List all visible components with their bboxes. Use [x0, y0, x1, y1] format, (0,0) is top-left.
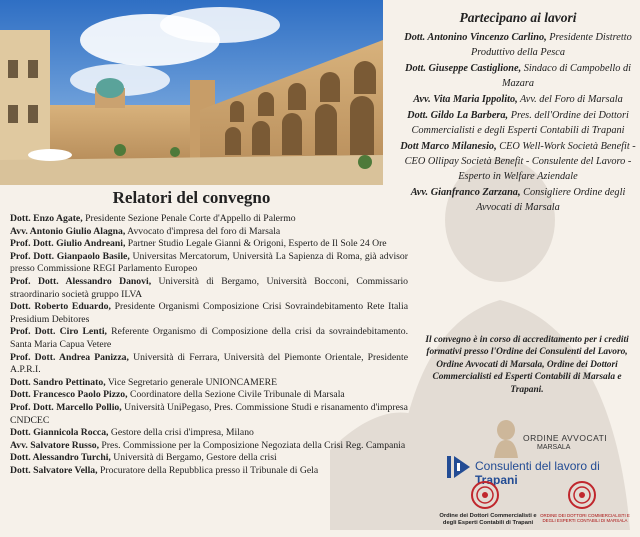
speaker-item — [10, 389, 408, 402]
participant-role: Presidente Distretto Produttivo della Pesca — [471, 32, 632, 58]
speaker-item — [10, 226, 408, 239]
speaker-name: Prof. Dott. Andrea Panizza, — [10, 351, 129, 363]
speaker-role: Università di Bergamo, Gestore della crisi — [110, 452, 277, 464]
speaker-item — [10, 402, 408, 427]
speaker-role: Procuratore della Repubblica presso il Tribunale di Gela — [97, 464, 319, 476]
speaker-item — [10, 301, 408, 326]
speaker-item — [10, 251, 408, 276]
participant-item — [400, 61, 636, 91]
participant-name: Dott Marco Milanesio, — [400, 141, 497, 152]
seal2-caption: ORDINE DEI DOTTORI COMMERCIALISTI E DEGLI ESPERTI CONTABILI DI MARSALA — [540, 513, 630, 524]
participant-item — [400, 185, 636, 215]
commercialisti-marsala-seal-icon — [567, 480, 597, 510]
speaker-name: Avv. Antonio Giulio Alagna, — [10, 225, 126, 237]
participant-role: Pres. dell'Ordine dei Dottori Commercialisti e degli Esperti Contabili di Trapani — [411, 110, 629, 136]
speaker-role: Partner Studio Legale Gianni & Origoni, Esperto de Il Sole 24 Ore — [125, 238, 387, 250]
speaker-name: Dott. Salvatore Vella, — [10, 464, 98, 476]
speaker-role: Presidente Sezione Penale Corte d'Appello di Palermo — [82, 213, 296, 224]
participant-role: CEO Well-Work Società Benefit - CEO Ollipay Società Benefit - Consulente del Lavoro - Esperto in Welfare Aziendale — [404, 141, 636, 182]
participant-item — [400, 108, 636, 138]
commercialisti-trapani-seal-icon — [470, 480, 500, 510]
participant-item — [400, 92, 636, 107]
speaker-name: Prof. Dott. Gianpaolo Basile, — [10, 250, 130, 262]
speaker-role: Università di Bergamo, Università Bocconi, Commissario straordinario società gruppo ILVA — [10, 275, 409, 300]
speaker-role: Vice Segretario generale UNIONCAMERE — [105, 376, 278, 388]
consulenti-lavoro-label: Consulenti del lavoro di Trapani — [475, 459, 600, 487]
speaker-name: Avv. Salvatore Russo, — [10, 439, 99, 451]
speaker-item — [10, 440, 408, 453]
participant-role: Consigliere Ordine degli Avvocati di Marsala — [476, 187, 626, 213]
speakers-list — [10, 213, 408, 477]
participant-name: Dott. Gildo La Barbera, — [407, 110, 509, 121]
seal1-caption: Ordine dei Dottori Commercialisti e degli Esperti Contabili di Trapani — [439, 513, 537, 526]
participant-name: Avv. Vita Maria Ippolito, — [413, 94, 518, 105]
speaker-item — [10, 213, 408, 226]
speaker-name: Dott. Sandro Pettinato, — [10, 376, 106, 388]
participant-item — [400, 30, 636, 60]
speaker-role: Universitas Mercatorum, Università La Sapienza di Roma, già advisor presso Commissione REGI Parlamento Europeo — [10, 250, 408, 275]
speaker-name: Prof. Dott. Alessandro Danovi, — [10, 275, 152, 287]
avvocati-name: ORDINE AVVOCATI — [523, 433, 608, 443]
speaker-name: Prof. Dott. Marcello Pollio, — [10, 401, 122, 413]
speaker-item — [10, 326, 408, 351]
participant-role: Sindaco di Campobello di Mazara — [501, 63, 631, 89]
speaker-name: Dott. Enzo Agate, — [10, 213, 83, 224]
speaker-name: Dott. Francesco Paolo Pizzo, — [10, 389, 128, 401]
speaker-name: Dott. Alessandro Turchi, — [10, 452, 111, 464]
participant-name: Avv. Gianfranco Zarzana, — [410, 187, 521, 198]
participants-section — [400, 10, 636, 216]
speaker-role: Università di Ferrara, Università del Piemonte Orientale, Presidente A.P.R.I. — [10, 351, 408, 376]
speaker-item — [10, 352, 408, 377]
speaker-role: Referente Organismo di Composizione della crisi da sovraindebitamento. Santa Maria Capua Vetere — [10, 326, 408, 350]
avvocati-city: MARSALA — [537, 444, 571, 451]
participants-title: Partecipano ai lavori — [459, 10, 577, 25]
speaker-item — [10, 427, 408, 440]
speaker-name: Dott. Roberto Eduardo, — [10, 301, 111, 313]
speaker-item — [10, 452, 408, 465]
participants-list — [400, 30, 636, 215]
participant-item — [400, 139, 636, 184]
speaker-role: Presidente Organismi Composizione Crisi Sovraindebitamento Rete Italia Presidium Debitores — [10, 301, 408, 325]
speaker-name: Prof. Dott. Giulio Andreani, — [10, 238, 126, 250]
participant-role: Avv. del Foro di Marsala — [517, 94, 623, 105]
speaker-role: Coordinatore della Sezione Civile Tribunale di Marsala — [127, 389, 345, 401]
speaker-item — [10, 377, 408, 390]
speaker-item — [10, 238, 408, 251]
speaker-role: Gestore della crisi d'impresa, Milano — [108, 427, 254, 439]
participant-name: Dott. Giuseppe Castiglione, — [405, 63, 522, 74]
speaker-item — [10, 276, 408, 301]
accreditation-note: Il convegno è in corso di accreditamento per i crediti formativi presso l'Ordine dei Consulenti del Lavoro, Ordine Avvocati di Marsala, Ordine dei Dottori Commercialisti ed Esperti Contabili di Marsala e Trapani. — [425, 335, 629, 395]
participant-name: Dott. Antonino Vincenzo Carlino, — [404, 32, 547, 43]
relatori-title: Relatori del convegno — [112, 188, 271, 207]
speaker-item — [10, 465, 408, 478]
speaker-name: Prof. Dott. Ciro Lenti, — [10, 326, 107, 338]
speaker-role: Avvocato d'impresa del foro di Marsala — [125, 225, 281, 237]
speaker-role: Università UniPegaso, Pres. Commissione Studi e risanamento d'impresa CNDCEC — [10, 401, 408, 426]
speaker-name: Dott. Giannicola Rocca, — [10, 427, 109, 439]
courtyard-photo — [0, 0, 383, 185]
speaker-role: Pres. Commissione per la Composizione Negoziata della Crisi Reg. Campania — [99, 439, 406, 451]
